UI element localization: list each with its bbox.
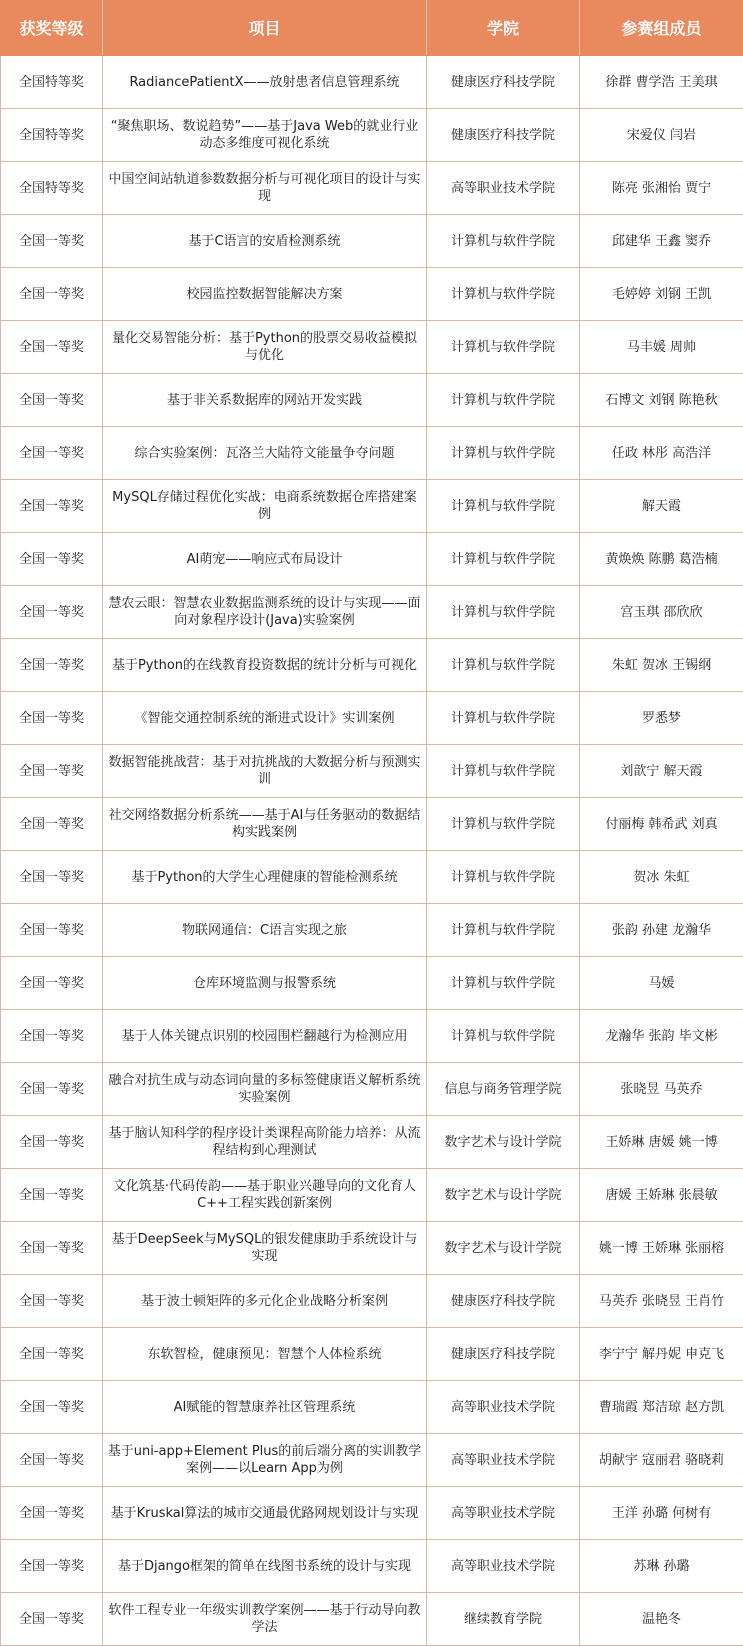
table-row [1,321,743,374]
cell-college: 数字艺术与设计学院 [427,1222,580,1275]
cell-college: 健康医疗科技学院 [427,109,580,162]
table-row [1,692,743,745]
cell-project: 基于波士顿矩阵的多元化企业战略分析案例 [103,1275,427,1328]
cell-members: 陈亮 张湘怡 贾宁 [580,162,743,215]
cell-college: 计算机与软件学院 [427,745,580,798]
table-row [1,427,743,480]
cell-college: 健康医疗科技学院 [427,1328,580,1381]
cell-project: 基于uni-app+Element Plus的前后端分离的实训教学案例——以Learn App为例 [103,1434,427,1487]
cell-project: 基于DeepSeek与MySQL的银发健康助手系统设计与实现 [103,1222,427,1275]
cell-college: 高等职业技术学院 [427,162,580,215]
cell-college: 数字艺术与设计学院 [427,1169,580,1222]
cell-project: 校园监控数据智能解决方案 [103,268,427,321]
cell-college: 计算机与软件学院 [427,957,580,1010]
cell-college: 数字艺术与设计学院 [427,1116,580,1169]
cell-college: 继续教育学院 [427,1593,580,1646]
table-row [1,851,743,904]
table-row [1,480,743,533]
cell-college: 高等职业技术学院 [427,1540,580,1593]
cell-members: 马丰媛 周帅 [580,321,743,374]
cell-college: 计算机与软件学院 [427,215,580,268]
cell-level: 全国一等奖 [1,321,103,374]
cell-level: 全国特等奖 [1,109,103,162]
table-row [1,1010,743,1063]
cell-members: 曹瑞霞 郑洁琼 赵方凯 [580,1381,743,1434]
table-row [1,109,743,162]
header-college: 学院 [427,1,580,56]
cell-college: 信息与商务管理学院 [427,1063,580,1116]
cell-project: 东软智检，健康预见：智慧个人体检系统 [103,1328,427,1381]
cell-project: “聚焦职场、数说趋势”——基于Java Web的就业行业动态多维度可视化系统 [103,109,427,162]
table-row [1,533,743,586]
table-row [1,586,743,639]
cell-level: 全国一等奖 [1,957,103,1010]
cell-project: 基于非关系数据库的网站开发实践 [103,374,427,427]
table-row [1,1487,743,1540]
table-row [1,1434,743,1487]
cell-members: 徐群 曹学浩 王美琪 [580,56,743,109]
cell-college: 计算机与软件学院 [427,798,580,851]
cell-members: 马英乔 张晓昱 王肖竹 [580,1275,743,1328]
cell-project: AI赋能的智慧康养社区管理系统 [103,1381,427,1434]
cell-level: 全国一等奖 [1,904,103,957]
header-level: 获奖等级 [1,1,103,56]
cell-project: 量化交易智能分析：基于Python的股票交易收益模拟与优化 [103,321,427,374]
table-row [1,1116,743,1169]
table-row [1,1169,743,1222]
cell-college: 计算机与软件学院 [427,692,580,745]
table-row [1,1222,743,1275]
cell-members: 唐媛 王娇琳 张晨敏 [580,1169,743,1222]
table-row [1,798,743,851]
cell-level: 全国一等奖 [1,374,103,427]
table-row [1,374,743,427]
cell-project: 基于Python的在线教育投资数据的统计分析与可视化 [103,639,427,692]
cell-members: 张晓昱 马英乔 [580,1063,743,1116]
cell-project: 基于Kruskal算法的城市交通最优路网规划设计与实现 [103,1487,427,1540]
cell-project: 基于Python的大学生心理健康的智能检测系统 [103,851,427,904]
cell-members: 毛婷婷 刘钢 王凯 [580,268,743,321]
table-row [1,1381,743,1434]
cell-level: 全国一等奖 [1,1275,103,1328]
cell-college: 健康医疗科技学院 [427,1275,580,1328]
cell-college: 高等职业技术学院 [427,1487,580,1540]
cell-members: 邱建华 王鑫 窦乔 [580,215,743,268]
cell-college: 计算机与软件学院 [427,851,580,904]
cell-members: 王娇琳 唐媛 姚一博 [580,1116,743,1169]
cell-level: 全国一等奖 [1,1116,103,1169]
cell-college: 健康医疗科技学院 [427,56,580,109]
cell-level: 全国一等奖 [1,533,103,586]
cell-college: 高等职业技术学院 [427,1381,580,1434]
table-row [1,745,743,798]
cell-members: 胡献宇 寇丽君 骆晓莉 [580,1434,743,1487]
cell-project: 基于脑认知科学的程序设计类课程高阶能力培养：从流程结构到心理测试 [103,1116,427,1169]
cell-members: 龙瀚华 张韵 毕文彬 [580,1010,743,1063]
table-row [1,1275,743,1328]
cell-project: 基于人体关键点识别的校园围栏翻越行为检测应用 [103,1010,427,1063]
table-row [1,162,743,215]
cell-members: 李宁宁 解丹妮 申克飞 [580,1328,743,1381]
cell-members: 石博文 刘钢 陈艳秋 [580,374,743,427]
cell-project: MySQL存储过程优化实战：电商系统数据仓库搭建案例 [103,480,427,533]
cell-level: 全国特等奖 [1,56,103,109]
cell-college: 计算机与软件学院 [427,374,580,427]
cell-project: 数据智能挑战营：基于对抗挑战的大数据分析与预测实训 [103,745,427,798]
cell-college: 计算机与软件学院 [427,533,580,586]
cell-project: 综合实验案例：瓦洛兰大陆符文能量争夺问题 [103,427,427,480]
cell-level: 全国一等奖 [1,1434,103,1487]
cell-level: 全国一等奖 [1,745,103,798]
cell-level: 全国特等奖 [1,162,103,215]
cell-members: 宋爱仪 闫岩 [580,109,743,162]
cell-college: 计算机与软件学院 [427,639,580,692]
table-row [1,904,743,957]
cell-project: 仓库环境监测与报警系统 [103,957,427,1010]
cell-members: 刘歆宁 解天霞 [580,745,743,798]
header-members: 参赛组成员 [580,1,743,56]
cell-members: 王洋 孙璐 何树有 [580,1487,743,1540]
cell-members: 朱虹 贺冰 王锡纲 [580,639,743,692]
cell-level: 全国一等奖 [1,268,103,321]
table-row [1,1328,743,1381]
cell-level: 全国一等奖 [1,1169,103,1222]
cell-level: 全国一等奖 [1,1063,103,1116]
cell-members: 宫玉琪 邵欣欣 [580,586,743,639]
cell-members: 罗悉梦 [580,692,743,745]
table-row [1,268,743,321]
cell-project: RadiancePatientX——放射患者信息管理系统 [103,56,427,109]
cell-college: 计算机与软件学院 [427,586,580,639]
table-row [1,639,743,692]
cell-level: 全国一等奖 [1,1328,103,1381]
table-row [1,56,743,109]
cell-members: 马媛 [580,957,743,1010]
cell-project: 慧农云眼：智慧农业数据监测系统的设计与实现——面向对象程序设计(Java)实验案例 [103,586,427,639]
cell-level: 全国一等奖 [1,692,103,745]
cell-members: 苏琳 孙璐 [580,1540,743,1593]
cell-college: 计算机与软件学院 [427,321,580,374]
cell-level: 全国一等奖 [1,1381,103,1434]
cell-college: 计算机与软件学院 [427,268,580,321]
cell-level: 全国一等奖 [1,639,103,692]
cell-members: 贺冰 朱虹 [580,851,743,904]
table-row [1,1593,743,1646]
cell-members: 张韵 孙建 龙瀚华 [580,904,743,957]
cell-members: 温艳冬 [580,1593,743,1646]
cell-project: 《智能交通控制系统的渐进式设计》实训案例 [103,692,427,745]
cell-members: 黄焕焕 陈鹏 葛浩楠 [580,533,743,586]
cell-project: 软件工程专业一年级实训教学案例——基于行动导向教学法 [103,1593,427,1646]
header-row [1,1,743,56]
cell-project: 文化筑基·代码传韵——基于职业兴趣导向的文化育人C++工程实践创新案例 [103,1169,427,1222]
cell-level: 全国一等奖 [1,480,103,533]
cell-members: 付丽梅 韩希武 刘真 [580,798,743,851]
table-row [1,1540,743,1593]
cell-level: 全国一等奖 [1,1222,103,1275]
cell-level: 全国一等奖 [1,1540,103,1593]
cell-members: 解天霞 [580,480,743,533]
cell-college: 计算机与软件学院 [427,427,580,480]
cell-level: 全国一等奖 [1,851,103,904]
cell-level: 全国一等奖 [1,1487,103,1540]
table-row [1,1063,743,1116]
cell-college: 计算机与软件学院 [427,904,580,957]
cell-project: AI萌宠——响应式布局设计 [103,533,427,586]
cell-project: 中国空间站轨道参数数据分析与可视化项目的设计与实现 [103,162,427,215]
table-row [1,957,743,1010]
cell-college: 计算机与软件学院 [427,480,580,533]
cell-project: 物联网通信：C语言实现之旅 [103,904,427,957]
cell-level: 全国一等奖 [1,1593,103,1646]
cell-college: 计算机与软件学院 [427,1010,580,1063]
cell-members: 姚一博 王娇琳 张丽榕 [580,1222,743,1275]
table-row [1,215,743,268]
cell-level: 全国一等奖 [1,427,103,480]
cell-project: 基于C语言的安盾检测系统 [103,215,427,268]
cell-level: 全国一等奖 [1,798,103,851]
cell-level: 全国一等奖 [1,215,103,268]
cell-project: 基于Django框架的简单在线图书系统的设计与实现 [103,1540,427,1593]
header-project: 项目 [103,1,427,56]
cell-members: 任政 林彤 高浩洋 [580,427,743,480]
cell-project: 社交网络数据分析系统——基于AI与任务驱动的数据结构实践案例 [103,798,427,851]
cell-level: 全国一等奖 [1,1010,103,1063]
cell-project: 融合对抗生成与动态词向量的多标签健康语义解析系统实验案例 [103,1063,427,1116]
cell-college: 高等职业技术学院 [427,1434,580,1487]
cell-level: 全国一等奖 [1,586,103,639]
